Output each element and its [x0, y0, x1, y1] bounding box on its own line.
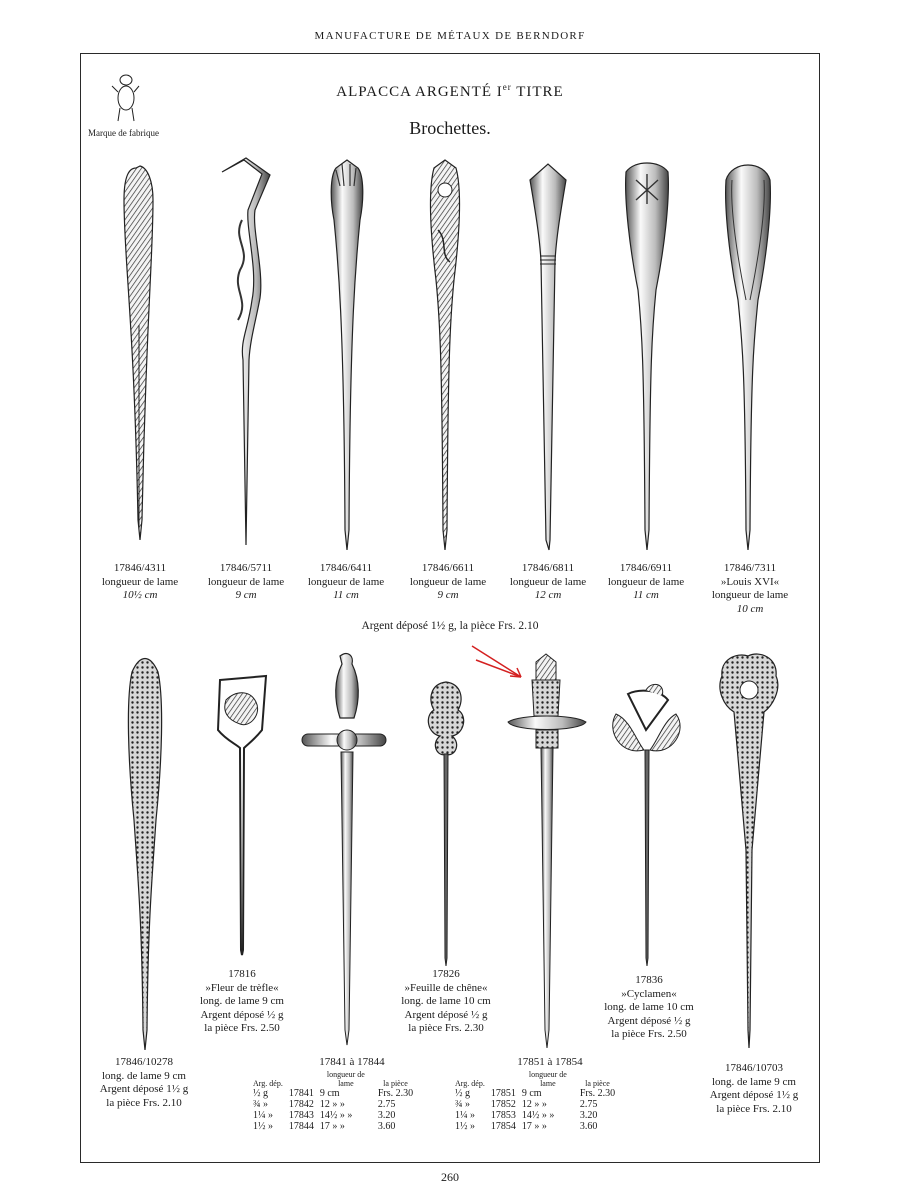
- skewer-17846-10703-illustration: [720, 654, 778, 1048]
- skewer-17846-6411-illustration: [331, 160, 363, 550]
- item-length: long. de lame 10 cm: [401, 995, 491, 1008]
- item-length: long. de lame 9 cm: [101, 1069, 186, 1082]
- item-label: longueur de lame: [207, 575, 285, 588]
- item-length: long. de lame 9 cm: [711, 1075, 796, 1088]
- item-code: 17826: [432, 968, 460, 980]
- item-code: 17846/6411: [319, 562, 373, 574]
- item-code: 17846/6611: [421, 562, 475, 574]
- table-row: 1½ » 17844 17 » » 3.60: [253, 1121, 396, 1132]
- item-length: long. de lame 10 cm: [604, 1001, 694, 1014]
- col-header: longueur de lame: [326, 1070, 365, 1088]
- range-17841-17844: 17841 à 17844: [319, 1056, 385, 1068]
- item-length: 9 cm: [235, 589, 257, 602]
- item-label: longueur de lame: [607, 575, 685, 588]
- caption-17846-4311: [90, 562, 190, 603]
- item-price: la pièce Frs. 2.50: [611, 1028, 687, 1041]
- page-number: 260: [441, 1170, 459, 1184]
- item-label: longueur de lame: [409, 575, 487, 588]
- caption-17846-6411: [296, 562, 396, 603]
- item-code: 17846/6811: [521, 562, 575, 574]
- table-row: 1¼ » 17853 14½ » » 3.20: [455, 1110, 598, 1121]
- item-length: long. de lame 9 cm: [199, 995, 284, 1008]
- section-subtitle: Brochettes.: [409, 118, 491, 138]
- item-length: 10½ cm: [122, 589, 158, 602]
- top-row-price-note: Argent déposé 1½ g, la pièce Frs. 2.10: [361, 620, 539, 632]
- item-code: 17846/5711: [219, 562, 273, 574]
- col-header: [488, 1070, 519, 1088]
- trademark-label: Marque de fabrique: [88, 128, 159, 138]
- annotation-arrow-icon: [472, 646, 521, 677]
- col-header: la pièce: [585, 1079, 610, 1088]
- item-label: longueur de lame: [101, 575, 179, 588]
- skewer-17846-7311-illustration: [726, 165, 771, 550]
- item-price: la pièce Frs. 2.10: [716, 1102, 792, 1115]
- item-label: longueur de lame: [711, 589, 789, 602]
- item-silver: Argent déposé 1½ g: [709, 1089, 799, 1102]
- table-row: 1¼ » 17843 14½ » » 3.20: [253, 1110, 396, 1121]
- item-silver: Argent déposé ½ g: [404, 1008, 488, 1021]
- item-name: »Fleur de trèfle«: [205, 981, 279, 994]
- price-table-17841: [250, 1070, 416, 1132]
- item-code: 17816: [228, 968, 256, 980]
- item-price: la pièce Frs. 2.10: [106, 1096, 182, 1109]
- catalog-title: ALPACCA ARGENTÉ Ier TITRE: [336, 82, 564, 100]
- caption-17846-5711: [196, 562, 296, 603]
- item-silver: Argent déposé ½ g: [200, 1008, 284, 1021]
- item-code: 17846/4311: [113, 562, 167, 574]
- caption-17846-7311: [698, 562, 802, 616]
- range-17851-17854: 17851 à 17854: [517, 1056, 583, 1068]
- col-header: la pièce: [383, 1079, 408, 1088]
- item-code: 17846/10278: [114, 1056, 174, 1068]
- item-label: longueur de lame: [307, 575, 385, 588]
- skewer-17846-4311-illustration: [124, 166, 153, 540]
- table-row: 1½ » 17854 17 » » 3.60: [455, 1121, 598, 1132]
- skewer-17826-feuille-de-chene-illustration: [428, 682, 463, 966]
- col-header: longueur de lame: [528, 1070, 567, 1088]
- caption-17836: [588, 974, 710, 1042]
- skewer-17846-10278-illustration: [128, 659, 161, 1051]
- table-row: ¾ » 17842 12 » » 2.75: [253, 1099, 396, 1110]
- item-name: »Cyclamen«: [621, 987, 677, 1000]
- skewer-17846-5711-illustration: [222, 158, 270, 545]
- page-header: MANUFACTURE DE MÉTAUX DE BERNDORF: [314, 30, 586, 42]
- item-length: 10 cm: [736, 602, 764, 615]
- item-length: 9 cm: [437, 589, 459, 602]
- skewer-17846-6611-illustration: [430, 160, 459, 550]
- col-header: [286, 1070, 317, 1088]
- caption-17846-6611: [398, 562, 498, 603]
- caption-17846-6911: [596, 562, 696, 603]
- item-code: 17846/6911: [619, 562, 673, 574]
- caption-17826: [386, 968, 506, 1036]
- item-name: »Feuille de chêne«: [404, 981, 488, 994]
- skewer-17846-6811-illustration: [530, 164, 566, 550]
- item-length: 11 cm: [333, 589, 359, 602]
- item-code: 17846/10703: [724, 1062, 784, 1074]
- bear-trademark-icon: [112, 75, 139, 121]
- caption-17846-6811: [498, 562, 598, 603]
- skewer-17851-17854-sword-illustration: [508, 654, 586, 1048]
- col-header: Arg. dép.: [253, 1079, 283, 1088]
- table-row: ½ g 17851 9 cm Frs. 2.30: [455, 1088, 616, 1099]
- item-code: 17846/7311: [723, 562, 777, 574]
- caption-17816: [184, 968, 300, 1036]
- skewer-17816-fleur-de-trefle-illustration: [218, 676, 266, 955]
- item-silver: Argent déposé ½ g: [607, 1014, 691, 1027]
- item-code: 17836: [635, 974, 663, 986]
- caption-17846-10703: [692, 1062, 816, 1116]
- item-silver: Argent déposé 1½ g: [99, 1083, 189, 1096]
- item-price: la pièce Frs. 2.30: [408, 1022, 484, 1035]
- table-row: ¾ » 17852 12 » » 2.75: [455, 1099, 598, 1110]
- skewer-17846-6911-illustration: [626, 163, 669, 550]
- skewer-17841-17844-sword-illustration: [302, 654, 386, 1045]
- item-label: longueur de lame: [509, 575, 587, 588]
- price-table-17851: [452, 1070, 618, 1132]
- caption-17846-10278: [82, 1056, 206, 1110]
- skewer-17836-cyclamen-illustration: [613, 684, 680, 966]
- item-length: 12 cm: [534, 589, 562, 602]
- col-header: Arg. dép.: [455, 1079, 485, 1088]
- item-length: 11 cm: [633, 589, 659, 602]
- item-price: la pièce Frs. 2.50: [204, 1022, 280, 1035]
- item-name: »Louis XVI«: [720, 575, 780, 588]
- table-row: ½ g 17841 9 cm Frs. 2.30: [253, 1088, 414, 1099]
